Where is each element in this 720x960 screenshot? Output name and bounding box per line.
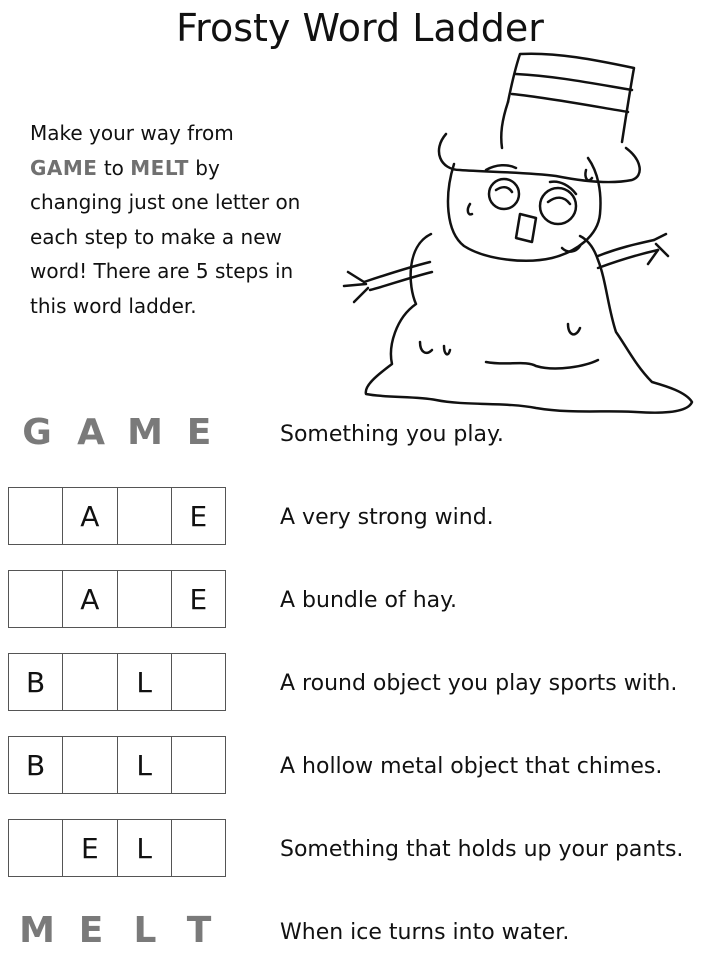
letter-box[interactable]: B <box>8 653 63 711</box>
letter-box[interactable]: E <box>62 819 117 877</box>
instructions-line: word! There are 5 steps in <box>30 259 294 283</box>
instructions <box>30 116 340 323</box>
clue-step-5: Something that holds up your pants. <box>280 837 684 862</box>
instructions-by: by <box>188 155 220 180</box>
letter-box[interactable] <box>8 487 63 545</box>
melting-snowman-illustration <box>336 46 700 426</box>
letter-box[interactable]: L <box>117 653 172 711</box>
letter-box[interactable]: B <box>8 736 63 794</box>
clue-step-1: A very strong wind. <box>280 505 494 530</box>
page-title: Frosty Word Ladder <box>176 6 544 50</box>
letter-box[interactable] <box>8 570 63 628</box>
letter-box[interactable]: E <box>171 487 226 545</box>
ladder-step-4 <box>8 736 226 794</box>
letter-box[interactable] <box>8 819 63 877</box>
end-letter: E <box>78 910 104 951</box>
start-word: GAME <box>30 155 98 180</box>
end-word-row <box>10 906 226 956</box>
clue-step-3: A round object you play sports with. <box>280 671 678 696</box>
instructions-line: changing just one letter on <box>30 190 301 214</box>
start-letter: A <box>77 412 105 453</box>
letter-box[interactable]: E <box>171 570 226 628</box>
letter-box[interactable] <box>171 736 226 794</box>
start-word-row <box>10 408 226 458</box>
start-letter: G <box>22 412 52 453</box>
letter-box[interactable] <box>171 653 226 711</box>
clue-end: When ice turns into water. <box>280 920 570 945</box>
letter-box[interactable] <box>62 653 117 711</box>
start-letter: E <box>186 412 212 453</box>
start-letter: M <box>127 412 163 453</box>
end-word: MELT <box>130 155 189 180</box>
letter-box[interactable] <box>62 736 117 794</box>
instructions-to: to <box>97 155 131 180</box>
letter-box[interactable]: A <box>62 570 117 628</box>
clue-step-4: A hollow metal object that chimes. <box>280 754 663 779</box>
letter-box[interactable] <box>117 570 172 628</box>
ladder-step-1 <box>8 487 226 545</box>
letter-box[interactable] <box>117 487 172 545</box>
end-letter: T <box>186 910 212 951</box>
letter-box[interactable] <box>171 819 226 877</box>
instructions-line: each step to make a new <box>30 224 282 249</box>
instructions-line: this word ladder. <box>30 293 197 318</box>
clue-step-2: A bundle of hay. <box>280 588 457 613</box>
letter-box[interactable]: A <box>62 487 117 545</box>
ladder-step-2 <box>8 570 226 628</box>
end-letter: M <box>19 910 55 951</box>
clue-start: Something you play. <box>280 422 504 447</box>
instructions-line: Make your way from <box>30 121 234 145</box>
ladder-step-5 <box>8 819 226 877</box>
end-letter: L <box>133 910 157 951</box>
letter-box[interactable]: L <box>117 819 172 877</box>
ladder-step-3 <box>8 653 226 711</box>
letter-box[interactable]: L <box>117 736 172 794</box>
